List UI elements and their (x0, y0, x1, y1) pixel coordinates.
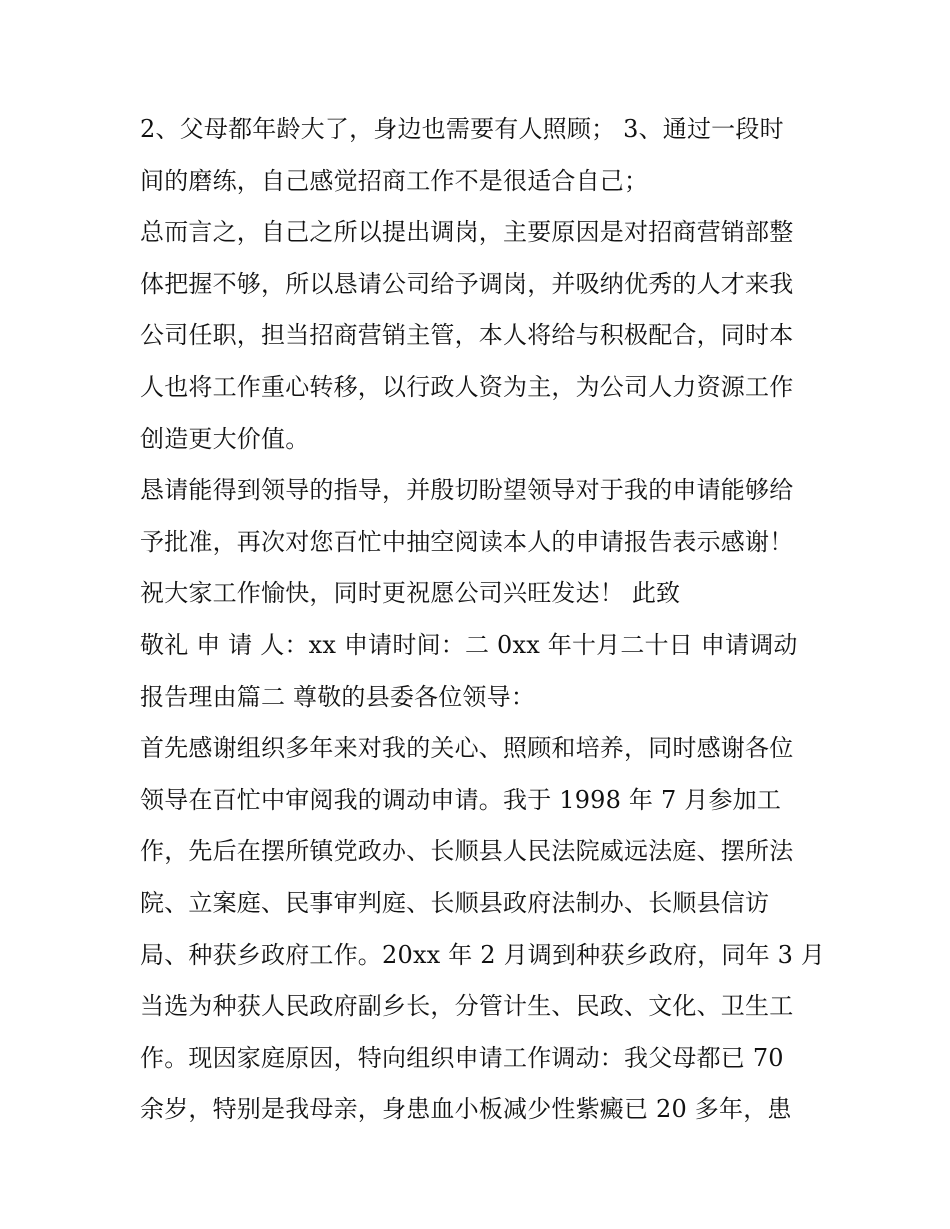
text-line: 院、立案庭、民事审判庭、长顺县政府法制办、长顺县信访 (140, 888, 770, 917)
text-line: 间的磨练，自己感觉招商工作不是很适合自己； (140, 166, 649, 195)
text-line: 局、种获乡政府工作。20xx 年 2 月调到种获乡政府，同年 3 月 (140, 940, 826, 969)
text-line: 首先感谢组织多年来对我的关心、照顾和培养，同时感谢各位 (140, 734, 794, 763)
text-line: 2、父母都年龄大了，身边也需要有人照顾； 3、通过一段时 (140, 115, 784, 143)
text-line: 总而言之，自己之所以提出调岗，主要原因是对招商营销部整 (140, 218, 794, 247)
text-line: 当选为种获人民政府副乡长，分管计生、民政、文化、卫生工 (140, 992, 794, 1021)
text-line: 恳请能得到领导的指导，并殷切盼望领导对于我的申请能够给 (140, 476, 794, 505)
text-line: 体把握不够，所以恳请公司给予调岗，并吸纳优秀的人才来我 (140, 269, 794, 298)
text-line: 敬礼 申 请 人：xx 申请时间：二 0xx 年十月二十日 申请调动 (140, 630, 798, 659)
text-line: 人也将工作重心转移，以行政人资为主，为公司人力资源工作 (140, 372, 794, 401)
text-line: 予批准，再次对您百忙中抽空阅读本人的申请报告表示感谢！ (140, 527, 794, 556)
text-line: 报告理由篇二 尊敬的县委各位领导： (140, 682, 536, 711)
text-line: 祝大家工作愉快，同时更祝愿公司兴旺发达！ 此致 (140, 579, 681, 608)
text-line: 作，先后在摆所镇党政办、长顺县人民法院威远法庭、摆所法 (140, 837, 794, 866)
text-line: 创造更大价值。 (140, 424, 310, 453)
text-line: 领导在百忙中审阅我的调动申请。我于 1998 年 7 月参加工 (140, 785, 782, 814)
text-line: 余岁，特别是我母亲，身患血小板减少性紫癜已 20 多年，患 (140, 1095, 792, 1124)
document-body (140, 104, 826, 1136)
text-line: 作。现因家庭原因，特向组织申请工作调动：我父母都已 70 (140, 1043, 784, 1072)
text-line: 公司任职，担当招商营销主管，本人将给与积极配合，同时本 (140, 321, 794, 350)
